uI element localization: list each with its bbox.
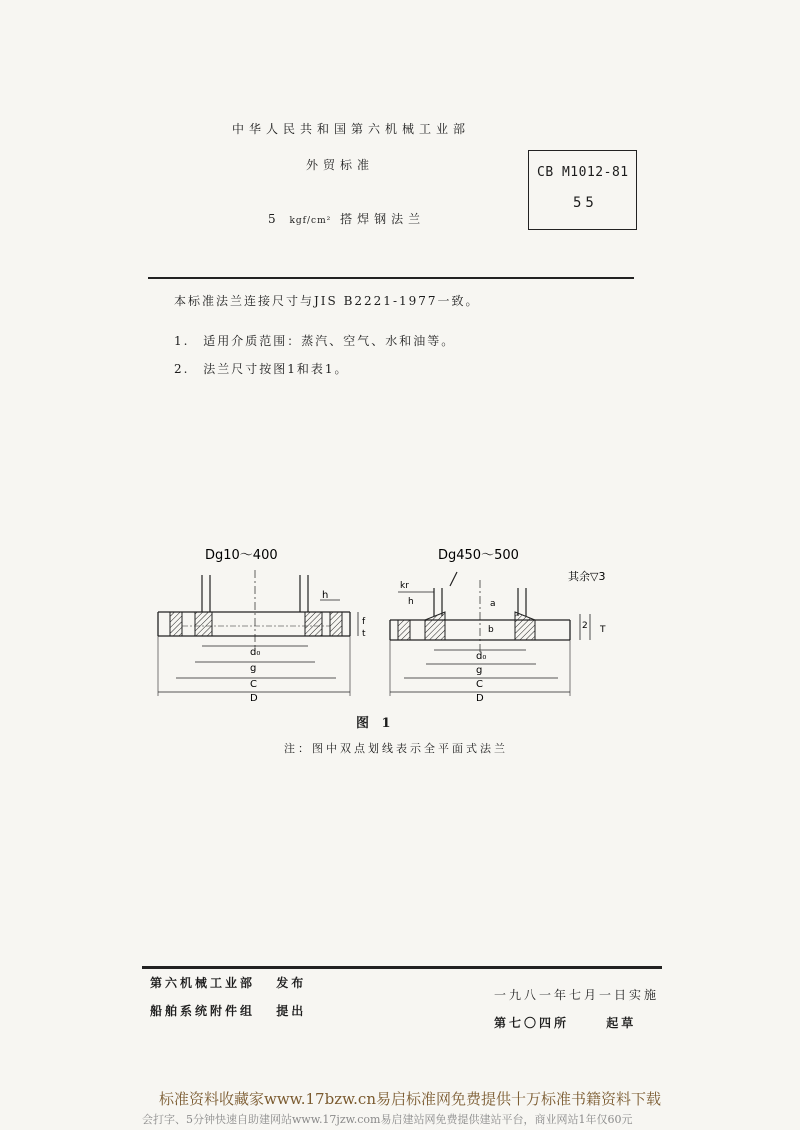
- proposed-label: 提出: [276, 1004, 307, 1018]
- svg-text:2: 2: [582, 621, 588, 631]
- svg-text:g: g: [476, 665, 483, 676]
- ministry-title: 中华人民共和国第六机械工业部: [232, 122, 471, 136]
- svg-text:D: D: [476, 693, 484, 704]
- label-h: h: [408, 597, 414, 607]
- doc-number-box: [528, 150, 637, 230]
- effective-date: 一九八一年七月一日实施: [494, 988, 660, 1002]
- clause-1: [174, 332, 455, 349]
- standard-category: 外贸标准: [306, 158, 375, 172]
- title-unit: kgf/cm²: [289, 216, 332, 226]
- label-b: b: [488, 625, 494, 635]
- clause-number: 1.: [174, 334, 190, 348]
- proposer: 船舶系统附件组: [150, 1004, 256, 1018]
- standard-title: [268, 210, 425, 227]
- left-figure-title: Dg10～400: [205, 548, 278, 563]
- label-t-thickness: T: [600, 625, 606, 635]
- watermark-line-1: 标准资料收藏家www.17bzw.cn易启标准网免费提供十万标准书籍资料下载: [159, 1090, 661, 1108]
- issued-label: 发布: [276, 976, 307, 990]
- proposer-line: [150, 1002, 306, 1019]
- clause-2: [174, 360, 349, 377]
- right-flange-drawing: [390, 572, 606, 704]
- doc-code: CB M1012-81: [537, 165, 629, 180]
- drafter-line: [494, 1014, 636, 1031]
- dim-c: C: [250, 679, 257, 690]
- issuer: 第六机械工业部: [150, 976, 256, 990]
- roughness-note: 其余▽3: [568, 570, 606, 583]
- doc-number: 55: [573, 195, 598, 211]
- flange-figure: [150, 540, 650, 715]
- intro-text: 本标准法兰连接尺寸与JIS B2221-1977一致。: [174, 294, 480, 308]
- footer-rule: [142, 966, 662, 969]
- svg-text:C: C: [476, 679, 483, 690]
- figure-caption: 图 1: [356, 716, 395, 731]
- svg-text:h: h: [322, 590, 329, 601]
- title-suffix: 搭焊钢法兰: [340, 212, 426, 226]
- left-flange-drawing: [158, 570, 366, 704]
- header-rule: [148, 277, 634, 279]
- drafted-label: 起草: [606, 1016, 637, 1030]
- figure-note: 注：图中双点划线表示全平面式法兰: [284, 742, 508, 755]
- label-a: a: [490, 599, 496, 609]
- clause-text: 适用介质范围：蒸汽、空气、水和油等。: [203, 334, 456, 348]
- title-prefix: 5: [268, 212, 281, 226]
- watermark-line-2: 会打字、5分钟快速自助建网站www.17jzw.com易启建站网免费提供建站平台，商业网站1年仅60元: [142, 1113, 633, 1126]
- svg-text:t: t: [362, 629, 366, 639]
- clause-text: 法兰尺寸按图1和表1。: [203, 362, 349, 376]
- right-figure-title: Dg450～500: [438, 548, 519, 563]
- dim-g: g: [250, 663, 257, 674]
- label-kr: kr: [400, 581, 409, 591]
- dim-d0: d₀: [250, 647, 261, 658]
- dim-d: D: [250, 693, 258, 704]
- svg-text:d₀: d₀: [476, 651, 487, 662]
- drafter: 第七〇四所: [494, 1016, 570, 1030]
- clause-number: 2.: [174, 362, 190, 376]
- issuer-line: [150, 974, 306, 991]
- svg-text:f: f: [362, 617, 366, 627]
